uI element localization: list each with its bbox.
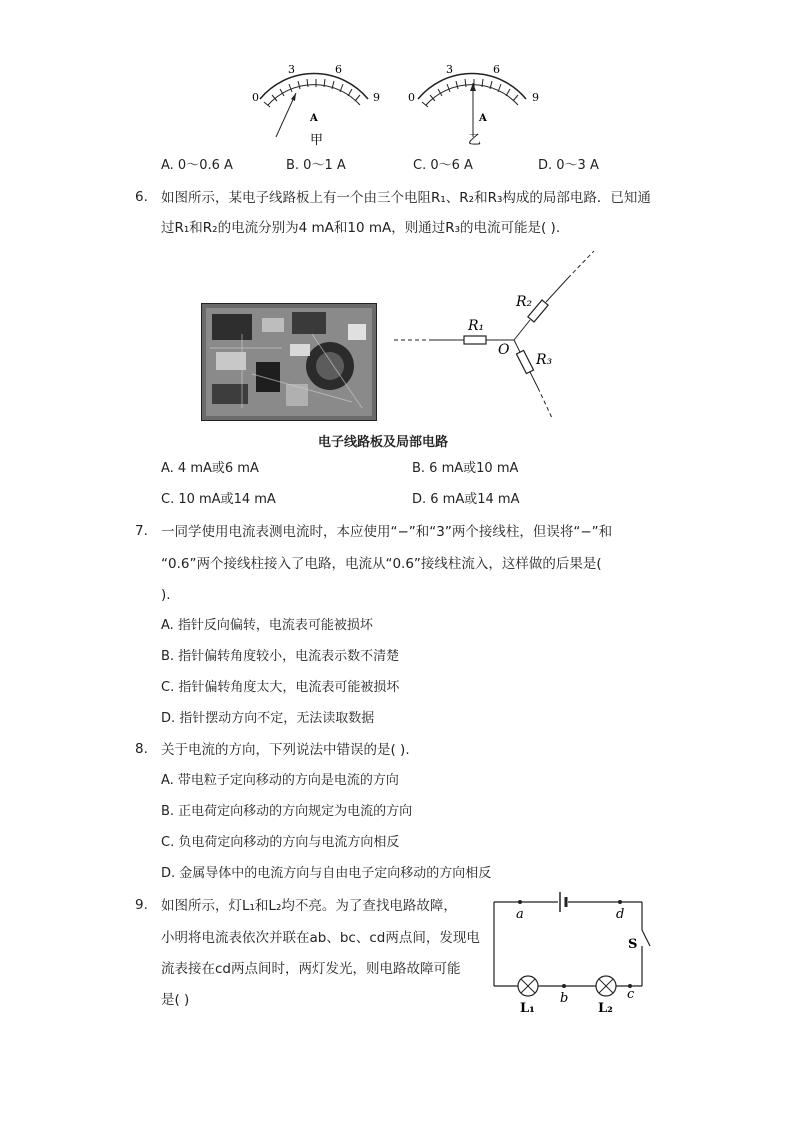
q6-number: 6.: [135, 189, 148, 205]
pointer-label: A: [479, 113, 487, 124]
label-c: c: [627, 987, 635, 1002]
q9-stem-line1: 如图所示，灯L₁和L₂均不亮。为了查找电路故障，: [161, 898, 457, 914]
node-b: [562, 984, 566, 988]
series-circuit-diagram: [486, 888, 656, 1018]
label-s: S: [628, 937, 638, 952]
q7-option-c[interactable]: C. 指针偏转角度太大，电流表可能被损坏: [161, 680, 400, 695]
switch-s: [642, 930, 650, 946]
q7-option-b[interactable]: B. 指针偏转角度较小，电流表示数不清楚: [161, 649, 400, 664]
meter-caption-yi: 乙: [468, 133, 482, 148]
q6-stem-line1: 如图所示，某电子线路板上有一个由三个电阻R₁、R₂和R₃构成的局部电路．已知通: [161, 190, 651, 206]
tick-9: 9: [532, 91, 539, 104]
q9-number: 9.: [135, 897, 148, 913]
q7-option-a[interactable]: A. 指针反向偏转，电流表可能被损坏: [161, 618, 373, 633]
q7-stem-line1: 一同学使用电流表测电流时，本应使用“−”和“3”两个接线柱，但误将“−”和: [161, 524, 613, 540]
label-o: O: [498, 342, 510, 358]
tick-6: 6: [493, 63, 500, 76]
label-r3: R₃: [536, 352, 553, 368]
q5-option-c[interactable]: C. 0～6 A: [413, 158, 473, 173]
q8-option-c[interactable]: C. 负电荷定向移动的方向与电流方向相反: [161, 835, 400, 850]
q9-stem-line4: 是( ): [161, 992, 190, 1008]
tick-6: 6: [335, 63, 342, 76]
label-r1: R₁: [468, 318, 485, 334]
resistor-network-diagram: [392, 248, 612, 424]
label-r2: R₂: [516, 294, 533, 310]
q5-option-a[interactable]: A. 0～0.6 A: [161, 158, 233, 173]
label-d: d: [616, 907, 625, 922]
q6-option-a[interactable]: A. 4 mA或6 mA: [161, 461, 259, 476]
q7-stem-line2: “0.6”两个接线柱接入了电路，电流从“0.6”接线柱流入，这样做的后果是(: [161, 556, 602, 572]
q9-stem-line3: 流表接在cd两点间时，两灯发光，则电路故障可能: [161, 961, 461, 977]
tick-0: 0: [408, 91, 415, 104]
circuit-board-photo: [201, 303, 377, 421]
q5-option-d[interactable]: D. 0～3 A: [538, 158, 599, 173]
pointer-label: A: [310, 113, 318, 124]
q6-option-c[interactable]: C. 10 mA或14 mA: [161, 492, 276, 507]
q6-stem-line2: 过R₁和R₂的电流分别为4 mA和10 mA，则通过R₃的电流可能是( ).: [161, 220, 561, 236]
q5-option-b[interactable]: B. 0～1 A: [286, 158, 346, 173]
meter-caption-jia: 甲: [310, 133, 324, 148]
label-l1: L₁: [520, 1001, 535, 1016]
lamp-l2: [596, 976, 616, 996]
node-d: [618, 900, 622, 904]
resistor-r1: [464, 336, 486, 344]
lamp-l1: [518, 976, 538, 996]
tick-3: 3: [288, 63, 295, 76]
label-a: a: [516, 907, 524, 922]
q6-option-d[interactable]: D. 6 mA或14 mA: [412, 492, 520, 507]
q9-stem-line2: 小明将电流表依次并联在ab、bc、cd两点间，发现电: [161, 930, 480, 946]
q8-stem-line1: 关于电流的方向，下列说法中错误的是( ).: [161, 742, 410, 758]
resistor-r3: [516, 350, 533, 373]
node-a: [518, 900, 522, 904]
q8-option-b[interactable]: B. 正电荷定向移动的方向规定为电流的方向: [161, 804, 413, 819]
ammeter-right: [408, 63, 539, 148]
tick-9: 9: [373, 91, 380, 104]
q8-option-a[interactable]: A. 带电粒子定向移动的方向是电流的方向: [161, 773, 399, 788]
tick-0: 0: [252, 91, 259, 104]
q7-option-d[interactable]: D. 指针摆动方向不定，无法读取数据: [161, 711, 375, 726]
ammeter-dials-figure: [240, 55, 560, 155]
q8-option-d[interactable]: D. 金属导体中的电流方向与自由电子定向移动的方向相反: [161, 866, 492, 881]
label-b: b: [560, 991, 569, 1006]
tick-3: 3: [446, 63, 453, 76]
q7-stem-line3: ).: [161, 587, 171, 603]
q8-number: 8.: [135, 741, 148, 757]
label-l2: L₂: [598, 1001, 613, 1016]
figure-caption: 电子线路板及局部电路: [318, 435, 449, 450]
ammeter-left: [252, 63, 380, 148]
q6-option-b[interactable]: B. 6 mA或10 mA: [412, 461, 519, 476]
q7-number: 7.: [135, 523, 148, 539]
